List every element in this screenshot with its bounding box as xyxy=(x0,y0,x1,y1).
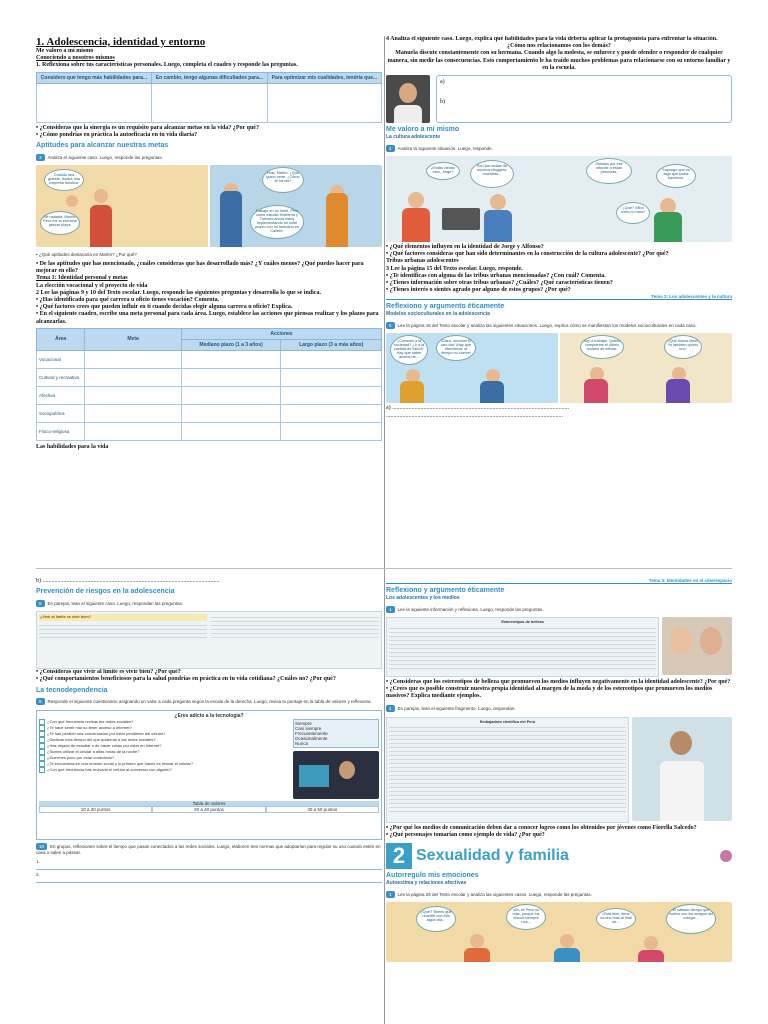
face-icon xyxy=(720,850,732,862)
answer-line[interactable]: ...................................................................................................................... xyxy=(42,578,220,584)
table-row xyxy=(37,422,382,440)
table-header: Considero que tengo más habilidades para... xyxy=(37,72,152,83)
instruction-text: Analiza la siguiente situación. Luego, responde. xyxy=(397,145,493,151)
activity-number-icon: 5 xyxy=(386,322,395,329)
question-tribus-3: • ¿Tienes interés o sientes agrado por alguno de estos grupos? ¿Por qué? xyxy=(386,287,571,294)
models-illustration xyxy=(386,333,732,403)
speech-bubble: Sé nadaba, Martín. Pero me lo escucha pescar playa. xyxy=(40,211,80,235)
heading-relacionamos: ¿Cómo nos relacionamos con los demás? xyxy=(507,43,611,50)
speech-bubble: Saludos por ese difundir a estas personas. xyxy=(586,158,632,184)
quadrant-bottom-right xyxy=(386,578,732,1024)
quiz-item[interactable]: ¿Te hace sentir mal no tener acceso a Internet? xyxy=(39,725,290,731)
scale-item: Frecuentemente xyxy=(295,730,328,736)
scientist-photo xyxy=(632,717,732,821)
scale-item: Siempre xyxy=(295,720,312,726)
case-manuela: Manuela discute constantemente con su hermana. Cuando algo la molesta, se enfurece y puede ofender o responder de cualquier manera, sin medir las consecuencias. Esto comportamiento le ha traído muchos problemas para relacionarse con su entorno familiar y en la escuela. xyxy=(387,50,731,71)
table-header: Mediano plazo (1 a 3 años) xyxy=(181,339,280,350)
answer-line-1[interactable]: 1. xyxy=(36,859,382,870)
instruction-1: 1. Reflexiona sobre tus características personales. Luego, completa el cuadro y responde las preguntas. xyxy=(36,62,298,69)
quiz-item[interactable]: ¿Con qué frecuencia has revisado el celular al conversar con alguien? xyxy=(39,767,290,773)
question-martin: • ¿Qué aptitudes destacaría en Martín? ¿Por qué? xyxy=(36,251,137,257)
subtitle-tribus: Tribus urbanas adolescentes xyxy=(386,258,459,265)
section-tecnodependencia: La tecnodependencia xyxy=(36,686,108,694)
speech-bubble: ¡Está bien, tiene mucho más al final de... xyxy=(596,908,636,930)
case-text-block xyxy=(36,611,382,669)
quiz-items xyxy=(39,719,290,799)
footer-habilidades: Las habilidades para la vida xyxy=(36,443,109,450)
quadrant-top-left xyxy=(36,36,382,502)
instruction-4: 4 Analiza el siguiente caso. Luego, explica qué habilidades para la vida debería aplicar la protagonista para enfrentar la situación. xyxy=(386,36,718,42)
area-label: Sociopolítica xyxy=(37,404,85,422)
comic-panel-2 xyxy=(560,333,732,403)
goals-table xyxy=(36,328,382,441)
speech-bubble: El sábado tiempo que vuelvo con los amigos del colegio... xyxy=(666,904,716,934)
reflection-table xyxy=(36,72,382,123)
section-valoro: Me valoro a mí mismo xyxy=(386,126,460,134)
instruction-metas: • En el siguiente cuadro, escribe una meta personal para cada área. Luego, establece las acciones que piensas realizar y los plazos para alcanzarlas. xyxy=(36,311,379,325)
speech-bubble: Cuando sea grande, tendré una empresa turística. xyxy=(44,169,84,191)
table-cell[interactable] xyxy=(37,83,152,122)
instruction-text: Lee la página 16 del Texto escolar y analiza las siguientes situaciones. Luego, explica cómo se manifiestan los modelos socioculturales en cada caso. xyxy=(397,322,697,328)
area-label: Vocacional xyxy=(37,350,85,368)
person-icon xyxy=(94,189,108,203)
speech-bubble: ¿Qué? Tienes que reunirte con Mia algún día... xyxy=(416,906,456,932)
person-icon xyxy=(408,192,424,208)
speech-bubble: ¡Claro, vecinos! El otro día! ¡Hay que divertirnos, al tiempo no vuelve! xyxy=(436,335,476,361)
unit-title: Sexualidad y familia xyxy=(416,847,569,865)
table-header: Acciones xyxy=(181,328,381,339)
quiz-item[interactable]: ¿Te has perdido una conversación por estar pendiente del celular? xyxy=(39,731,290,737)
answer-line-2[interactable]: 2. xyxy=(36,872,382,883)
speech-bubble: ¡Ah, el! Pero no más, porque los chicos siempre nos... xyxy=(506,904,546,930)
girl-photo xyxy=(386,75,430,123)
quiz-item[interactable]: ¿Sueles utilizar el celular a altas horas de la noche? xyxy=(39,749,290,755)
question-aptitudes: • De las aptitudes que has mencionado, ¿cuáles consideras que has desarrollado más? ¿Y cuáles menos? ¿Qué puedes hacer para mejorar en ello? xyxy=(36,261,364,275)
beauty-text-block xyxy=(386,617,659,677)
instruction-text: En parejas, lean el siguiente caso. Luego, respondan las preguntas. xyxy=(47,600,184,606)
table-cell[interactable] xyxy=(267,83,381,122)
emotions-illustration xyxy=(386,902,732,962)
monitor-icon xyxy=(299,765,329,787)
question-vocacion: • ¿Has identificado para qué carrera u oficio tienes vocación? Comenta. xyxy=(36,297,220,304)
comic-panel-1 xyxy=(386,333,558,403)
results-title: Tabla de valores xyxy=(39,801,379,806)
activity-number-icon: 2 xyxy=(386,145,395,152)
table-header: Largo plazo (3 a más años) xyxy=(281,339,382,350)
speech-bubble: Supongo que es algo que todos hacemos. xyxy=(656,164,696,188)
scale-item: Nunca xyxy=(295,740,309,746)
quiz-title: ¿Eres adicto a la tecnología? xyxy=(174,712,244,719)
tema-2-banner: Tema 2: Los adolescentes y la cultura xyxy=(386,294,732,300)
section-aptitudes: Aptitudes para alcanzar nuestras metas xyxy=(36,142,169,150)
comic-panel-1 xyxy=(36,165,208,247)
unit-number: 2 xyxy=(386,843,412,869)
activity-number-icon: 2 xyxy=(386,705,395,712)
speech-bubble: ¿Qué? ¡Mira cómo lo hace! xyxy=(616,202,650,224)
speech-bubble: ¿Conoces a la sociedad? ¿Ir a la partida de fútbol? Hay que saber acerca de... xyxy=(390,335,428,365)
subsection-cultura: La cultura adolescente xyxy=(386,134,441,141)
question-identidad: • ¿Crees que es posible construir nuestra propia identidad al margen de la moda y de los estereotipos que promueven los medios masivos? Explica mediante ejemplos. xyxy=(386,686,713,700)
activity-number-icon: 1 xyxy=(386,891,395,898)
instruction-text: En parejas, lean el siguiente fragmento. Luego, respondan. xyxy=(397,706,516,712)
scale-item: Casi siempre xyxy=(295,725,322,731)
result-range: 40 a 50 puntos xyxy=(266,806,379,813)
quiz-item[interactable]: ¿Has dejado de estudiar o de hacer cosas por estar en Internet? xyxy=(39,743,290,749)
speech-bubble: ¡Qué buena idea! Yo también quiero uno. xyxy=(664,335,702,359)
person-icon xyxy=(560,934,574,948)
tema-3-banner: Tema 3: Identidades en el ciberespacio xyxy=(386,578,732,584)
table-header: En cambio, tengo algunas dificultades para... xyxy=(152,72,268,83)
question-comportamientos: • ¿Qué comportamientos beneficiosos para la salud pondrías en práctica en tu vida cotidiana? ¿Cuáles no? ¿Por qué? xyxy=(36,676,336,683)
question-personajes: • ¿Qué personajes tomarían como ejemplo de vida? ¿Por qué? xyxy=(386,831,545,838)
instruction-text: En grupos, reflexionen sobre el tiempo que pasan conectados a las redes sociales. Luego, elaboren tres normas que adoptarían para regular su uso cuando estén en casa o salen a pasear. xyxy=(36,843,381,855)
subtitle-eleccion: La elección vocacional y el proyecto de vida xyxy=(36,282,148,289)
question-factores: • ¿Qué factores crees que pueden influir en ti cuando decidas elegir alguna carrera u oficio? Explica. xyxy=(36,304,293,311)
person-icon xyxy=(470,934,484,948)
box-title: Estereotipos de belleza xyxy=(501,620,544,624)
question-autoeficacia: • ¿Cómo pondrías en práctica la autoeficacia en tu vida diaria? xyxy=(36,131,198,138)
question-estereotipos: • ¿Consideras que los estereotipos de belleza que promueven los medios influyen negativamente en la identidad adolescente? ¿Por qué? xyxy=(386,679,731,685)
table-row xyxy=(37,350,382,368)
speech-bubble: Trabajo en un hotel. Pero como estudió Hotelería y Turismo ahora estoy implementando un hotel propio con mi hermano en Cañete. xyxy=(250,205,304,239)
activity-number-icon: 1 xyxy=(386,606,395,613)
area-label: Físico-religiosa xyxy=(37,422,85,440)
scale-item: Ocasionalmente xyxy=(295,735,328,741)
section-autorregulo: Autorregulo mis emociones xyxy=(386,872,479,880)
speech-bubble: Son las modas de muchos bloggers; muestras... xyxy=(470,160,514,188)
question-elementos: • ¿Qué elementos influyen en la identidad de Jorge y Alfonso? xyxy=(386,244,544,251)
box-question: ¿Vivir al límite es vivir bien? xyxy=(39,614,207,621)
person-icon xyxy=(644,936,658,950)
table-header: Meta xyxy=(85,328,182,350)
answer-label-a: a) xyxy=(440,79,445,86)
instruction-text: Lee la siguiente información y reflexiona. Luego, responde las preguntas. xyxy=(397,606,544,612)
question-sinergia: • ¿Consideras que la sinergia es un requisito para alcanzar metas en la vida? ¿Por qué? xyxy=(36,124,259,131)
answer-label-b: b) xyxy=(440,99,445,106)
area-label: Afectiva xyxy=(37,386,85,404)
speech-bubble: ¿Estás viendo esto, Jorge? xyxy=(426,162,460,180)
comic-panel-2 xyxy=(210,165,382,247)
activity-number-icon: 8 xyxy=(36,600,45,607)
speech-bubble: Hola, Martín. ¿Qué gusto verte. ¿Cómo te ha ido? xyxy=(262,167,304,193)
subtitle-conociendo: Conociendo a nosotros mismos xyxy=(36,55,115,62)
answer-label-b: b) xyxy=(36,578,41,584)
quadrant-bottom-left xyxy=(36,578,382,1024)
quadrant-top-right xyxy=(386,36,732,502)
table-cell[interactable] xyxy=(152,83,268,122)
instruction-text: Analiza el siguiente caso. Luego, responde las preguntas. xyxy=(47,154,163,160)
table-row xyxy=(37,386,382,404)
quiz-item[interactable]: ¿Te encuentras en una reunión social y lo primero que haces es revisar el celular? xyxy=(39,761,290,767)
instruction-text: Responde el siguiente cuestionario asignando un valor a cada pregunta según la escala de la derecha. Luego, revisa tu puntaje en la tabla de valores y reflexiona. xyxy=(47,699,372,705)
checkbox-icon[interactable] xyxy=(39,767,45,773)
boy-computer-photo xyxy=(293,751,379,799)
question-tribus-1: • ¿Te identificas con alguna de las tribus urbanas mencionadas? ¿Con cuál? Comenta. xyxy=(386,272,606,279)
quiz-item[interactable]: ¿Duermes poco por estar conectado? xyxy=(39,755,290,761)
table-header: Para optimizar mis cualidades, tendría que... xyxy=(267,72,381,83)
column-divider xyxy=(384,36,385,1024)
question-factores-cultura: • ¿Qué factores consideras que han sido determinantes en la construcción de la cultura adolescente? ¿Por qué? xyxy=(386,251,669,258)
table-row xyxy=(37,404,382,422)
answer-box[interactable] xyxy=(436,75,732,123)
activity-number-icon: 10 xyxy=(36,843,47,850)
laptop-icon xyxy=(442,208,480,230)
quiz-box xyxy=(36,710,382,840)
section-reflexiono: Reflexiono y argumento éticamente xyxy=(386,587,505,594)
answer-line[interactable]: ...................................................................................................................... xyxy=(392,405,570,412)
subsection-medios: Los adolescentes y los medios xyxy=(386,595,460,601)
box-title: Embajadora científica del Perú xyxy=(479,719,536,724)
person-icon xyxy=(66,195,78,207)
page-title: 1. Adolescencia, identidad y entorno xyxy=(36,36,206,48)
result-range: 10 a 20 puntos xyxy=(39,806,152,813)
scale-legend xyxy=(293,719,379,748)
area-label: Cultural y recreativa xyxy=(37,368,85,386)
instruction-3: 3 Lee la página 15 del Texto escolar. Luego, responde. xyxy=(386,265,523,272)
subtitle-valoro: Me valoro a mí mismo xyxy=(36,48,94,54)
speech-bubble: Voy a trabajar. Quiero comprarme el último modelo de celular. xyxy=(580,335,624,359)
aptitudes-illustration xyxy=(36,165,382,247)
unit-banner xyxy=(386,843,732,869)
quiz-item[interactable]: ¿Dedicas más tiempo del que quisieras a las redes sociales? xyxy=(39,737,290,743)
answer-line[interactable]: ...................................................................................................................... xyxy=(386,412,563,419)
activity-number-icon: 3 xyxy=(36,154,45,161)
tema-1-title: Tema 1: Identidad personal y metas xyxy=(36,275,128,282)
instruction-2: 2 Lee las páginas 9 y 10 del Texto escolar. Luego, responde las siguientes preguntas y desarrolla lo que se indica. xyxy=(36,289,321,296)
answer-label-a: a) xyxy=(386,405,391,412)
quiz-item[interactable]: ¿Con qué frecuencia revisas tus redes sociales? xyxy=(39,719,290,725)
table-header: Área xyxy=(37,328,85,350)
person-icon xyxy=(490,194,506,210)
question-tribus-2: • ¿Tienes información sobre otras tribus urbanas? ¿Cuáles? ¿Qué características tienen? xyxy=(386,280,613,287)
subsection-modelos: Modelos socioculturales en la adolescencia xyxy=(386,311,490,318)
instruction-text: Lee la página 26 del Texto escolar y analiza las siguientes casos. Luego, responde las preguntas. xyxy=(397,891,593,897)
result-range: 20 a 40 puntos xyxy=(152,806,265,813)
section-prevencion: Prevención de riesgos en la adolescencia xyxy=(36,588,175,596)
culture-illustration xyxy=(386,156,732,242)
faces-photo xyxy=(662,617,732,675)
question-medios: • ¿Por qué los medios de comunicación deben dar a conocer logros como los obtenidos por jóvenes como Fiorella Salcedo? xyxy=(386,824,697,831)
row-divider xyxy=(36,568,732,569)
activity-number-icon: 9 xyxy=(36,698,45,705)
table-row xyxy=(37,368,382,386)
scientist-text-block xyxy=(386,717,629,823)
subsection-autoestima: Autoestima y relaciones afectivas xyxy=(386,880,467,887)
section-reflexiono: Reflexiono y argumento éticamente xyxy=(386,303,505,311)
question-limite: • ¿Consideras que vivir al límite es vivir bien? ¿Por qué? xyxy=(36,669,181,676)
